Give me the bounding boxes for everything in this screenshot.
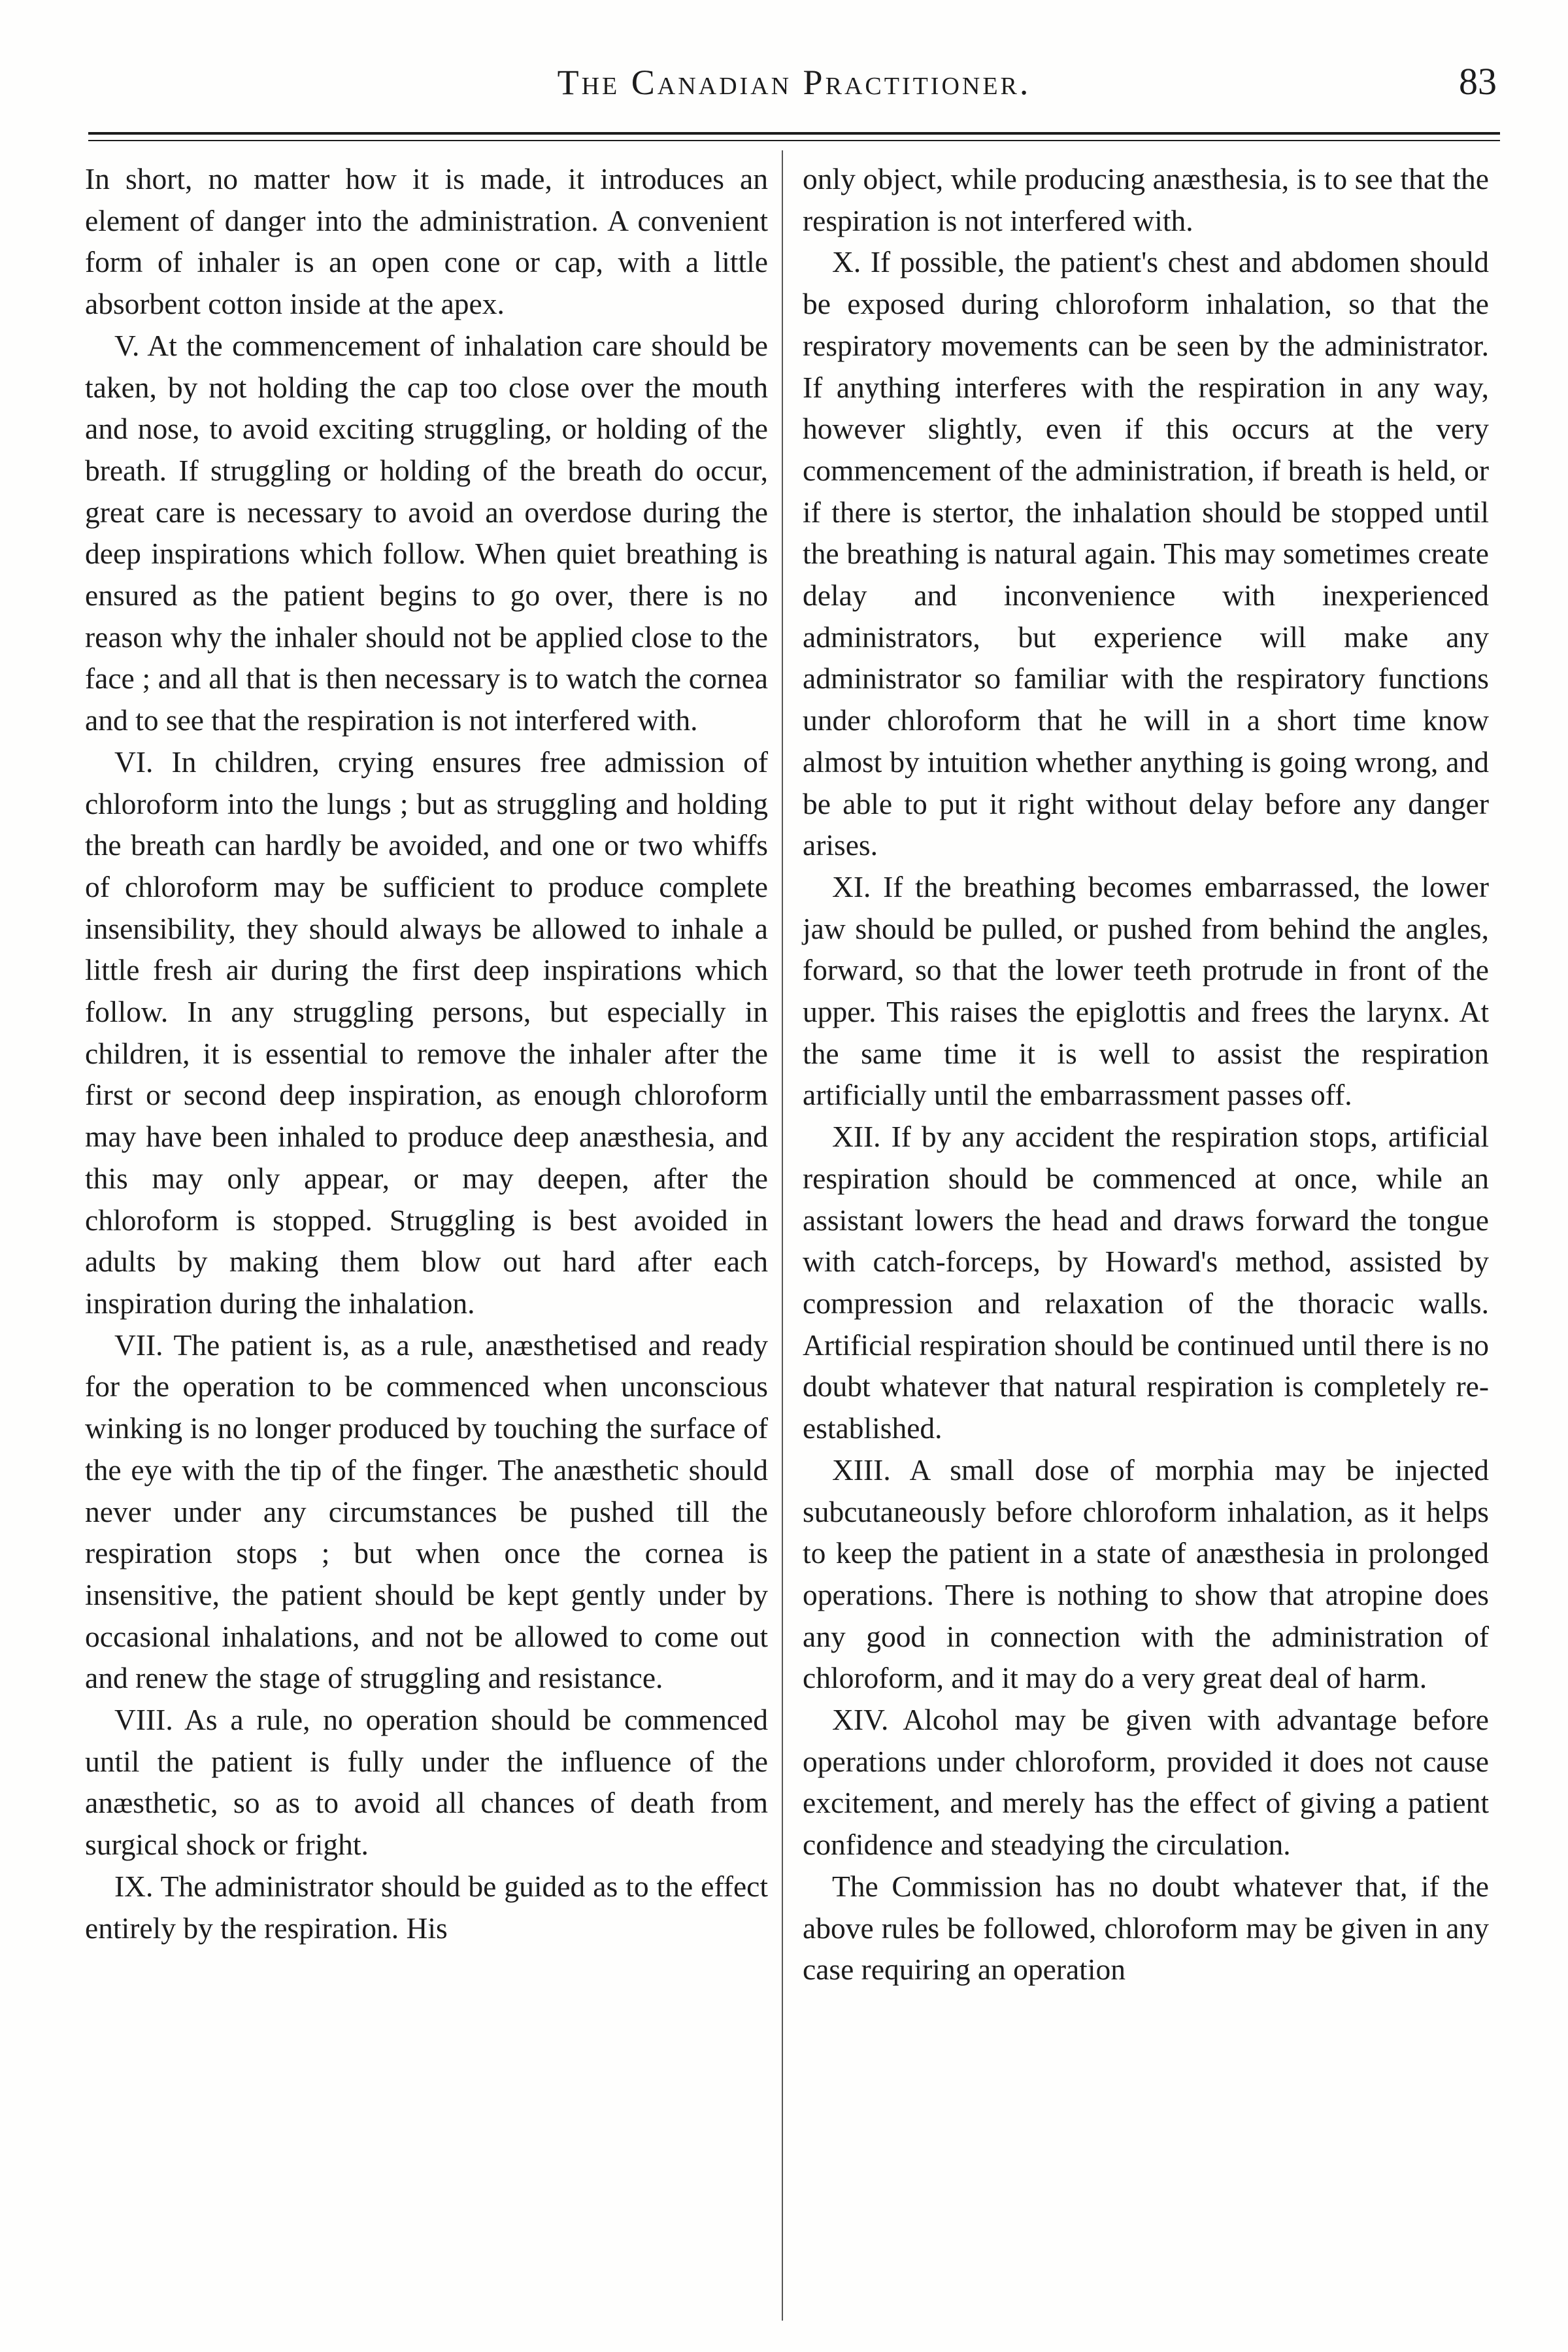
journal-title: The Canadian Practitioner.	[557, 63, 1031, 102]
paragraph-rule-vii: VII. The patient is, as a rule, anæsthetised and ready for the operation to be commenced when unconscious winking is no longer produced by touching the surface of the eye with the tip of the finger. The anæsthetic should never under any circumstances be pushed till the respiration stops ; but when once the cornea is insensitive, the patient should be kept gently under by occasional inhalations, and not be allowed to come out and renew the stage of struggling and resistance.	[85, 1328, 768, 1695]
paragraph-rule-xiv: XIV. Alcohol may be given with advantage before operations under chloroform, provided it does not cause excitement, and merely has the effect of giving a patient confidence and steadying the circulation.	[803, 1703, 1489, 1862]
paragraph-rule-xiii: XIII. A small dose of morphia may be injected subcutaneously before chloroform inhalation, as it helps to keep the patient in a state of anæsthesia in prolonged operations. There is nothing to show that atropine does any good in connection with the administration of chloroform, and it may do a very great deal of harm.	[803, 1453, 1489, 1695]
left-column	[85, 158, 768, 1949]
column-divider	[782, 150, 783, 2321]
paragraph-rule-v: V. At the commencement of inhalation care should be taken, by not holding the cap too close over the mouth and nose, to avoid exciting struggling, or holding of the breath. If struggling or holding of the breath do occur, great care is necessary to avoid an overdose during the deep inspirations which follow. When quiet breathing is ensured as the patient begins to go over, there is no reason why the inhaler should not be applied close to the face ; and all that is then necessary is to watch the cornea and to see that the respiration is not interfered with.	[85, 328, 768, 737]
paragraph-rule-xi: XI. If the breathing becomes embarrassed, the lower jaw should be pulled, or pushed from behind the angles, forward, so that the lower teeth protrude in front of the upper. This raises the epiglottis and frees the larynx. At the same time it is well to assist the respiration artificially until the embarrassment passes off.	[803, 869, 1489, 1112]
paragraph-continuation: In short, no matter how it is made, it introduces an element of danger into the administration. A convenient form of inhaler is an open cone or cap, with a little absorbent cotton inside at the apex.	[85, 162, 768, 321]
header-rule-thick	[88, 132, 1500, 135]
paragraph-commission: The Commission has no doubt whatever that, if the above rules be followed, chloroform may be given in any case requiring an operation	[803, 1869, 1489, 1987]
paragraph-rule-ix-continued: only object, while producing anæsthesia, is to see that the respiration is not interfered with.	[803, 162, 1489, 237]
running-head	[85, 62, 1503, 114]
paragraph-rule-vi: VI. In children, crying ensures free admission of chloroform into the lungs ; but as struggling and holding the breath can hardly be avoided, and one or two whiffs of chloroform may be sufficient to produce complete insensibility, they should always be allowed to inhale a little fresh air during the first deep inspirations which follow. In any struggling persons, but especially in children, it is essential to remove the inhaler after the first or second deep inspiration, as enough chloroform may have been inhaled to produce deep anæsthesia, and this may only appear, or may deepen, after the chloroform is stopped. Struggling is best avoided in adults by making them blow out hard after each inspiration during the inhalation.	[85, 745, 768, 1320]
paragraph-rule-x: X. If possible, the patient's chest and abdomen should be exposed during chloroform inhalation, so that the respiratory movements can be seen by the administrator. If anything interferes with the respiration in any way, however slightly, even if this occurs at the very commencement of the administration, if breath is held, or if there is stertor, the inhalation should be stopped until the breathing is natural again. This may sometimes create delay and inconvenience with inexperienced administrators, but experience will make any administrator so familiar with the respiratory functions under chloroform that he will in a short time know almost by intuition whether anything is going wrong, and be able to put it right without delay before any danger arises.	[803, 245, 1489, 862]
right-column	[803, 158, 1489, 1991]
header-rule-thin	[88, 140, 1500, 141]
paragraph-rule-viii: VIII. As a rule, no operation should be commenced until the patient is fully under the influence of the anæsthetic, so as to avoid all chances of death from surgical shock or fright.	[85, 1703, 768, 1862]
page-number: 83	[1459, 60, 1497, 103]
paragraph-rule-xii: XII. If by any accident the respiration stops, artificial respiration should be commenced at once, while an assistant lowers the head and draws forward the tongue with catch-forceps, by Howard's method, assisted by compression and relaxation of the thoracic walls. Artificial respiration should be continued until there is no doubt whatever that natural respiration is completely re-established.	[803, 1120, 1489, 1445]
paragraph-rule-ix: IX. The administrator should be guided as to the effect entirely by the respiration. His	[85, 1869, 768, 1945]
